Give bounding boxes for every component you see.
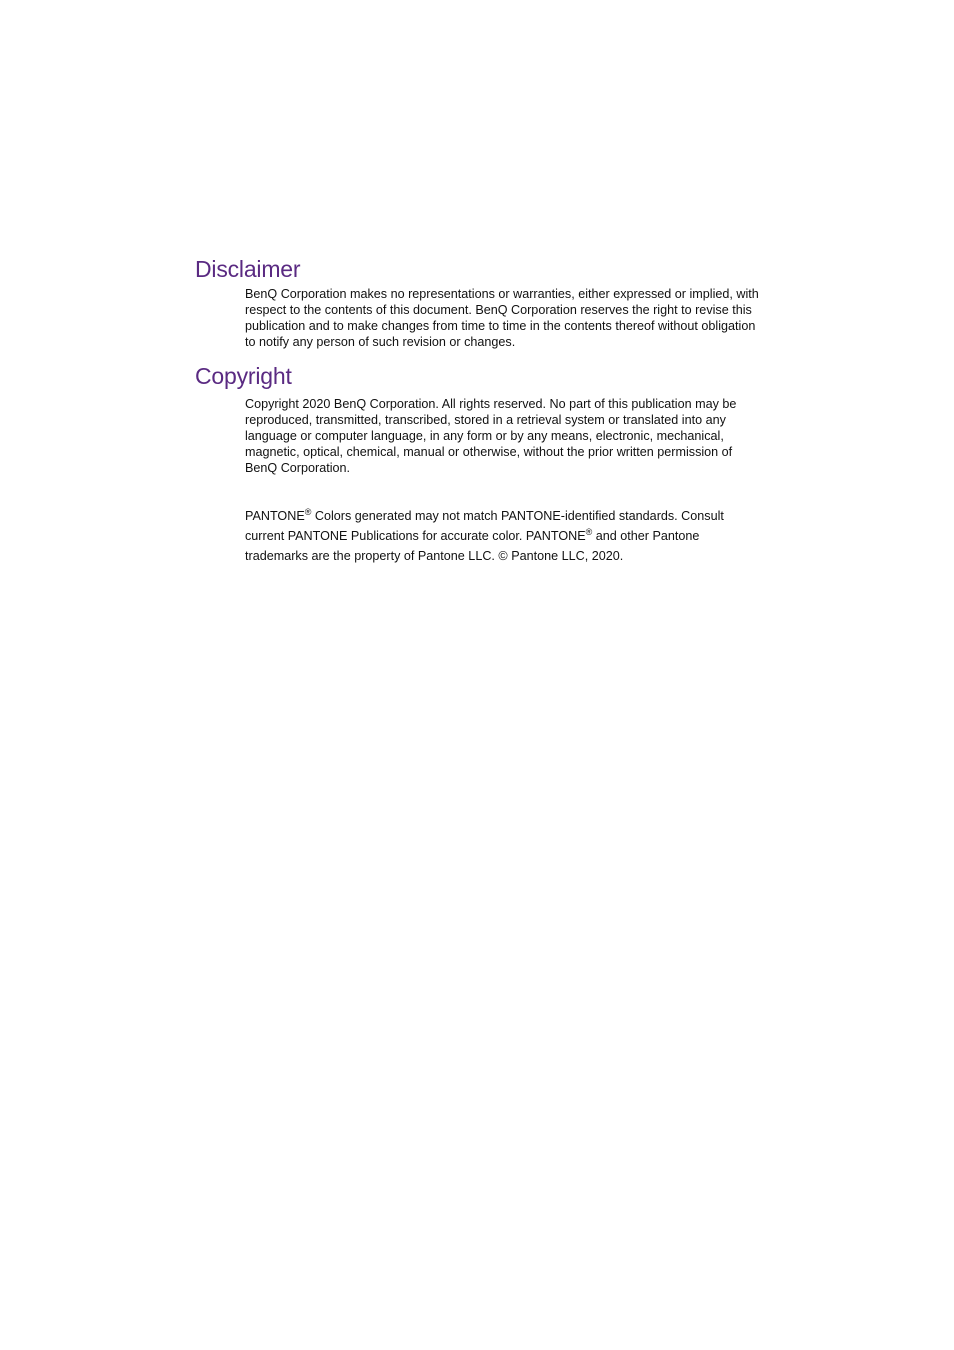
disclaimer-body bbox=[245, 286, 760, 350]
registered-mark-2: ® bbox=[585, 526, 593, 537]
disclaimer-paragraph: BenQ Corporation makes no representations or warranties, either expressed or implied, with respect to the contents of this document. BenQ Corporation reserves the right to revise this publication and to make changes from time to time in the contents thereof without obligation to notify any person of such revision or changes. bbox=[245, 287, 759, 349]
pantone-text-2: Colors generated may not match PANTONE-identified standards. Consult current PANTONE Publications for accurate color. PANTONE bbox=[245, 509, 724, 543]
pantone-text-3: and other Pantone trademarks are the property of Pantone LLC. © Pantone LLC, 2020. bbox=[245, 529, 700, 563]
pantone-text-1: PANTONE bbox=[245, 509, 305, 523]
copyright-body bbox=[245, 396, 760, 566]
disclaimer-section bbox=[195, 255, 765, 350]
copyright-section bbox=[195, 362, 765, 566]
disclaimer-heading: Disclaimer bbox=[195, 256, 301, 282]
copyright-paragraph: Copyright 2020 BenQ Corporation. All rights reserved. No part of this publication may be reproduced, transmitted, transcribed, stored in a retrieval system or translated into any language or computer language, in any form or by any means, electronic, mechanical, magnetic, optical, chemical, manual or otherwise, without the prior written permission of BenQ Corporation. bbox=[245, 397, 737, 475]
page-content bbox=[195, 255, 765, 566]
registered-mark-1: ® bbox=[304, 506, 312, 517]
pantone-paragraph bbox=[245, 506, 760, 566]
copyright-heading: Copyright bbox=[195, 363, 292, 389]
